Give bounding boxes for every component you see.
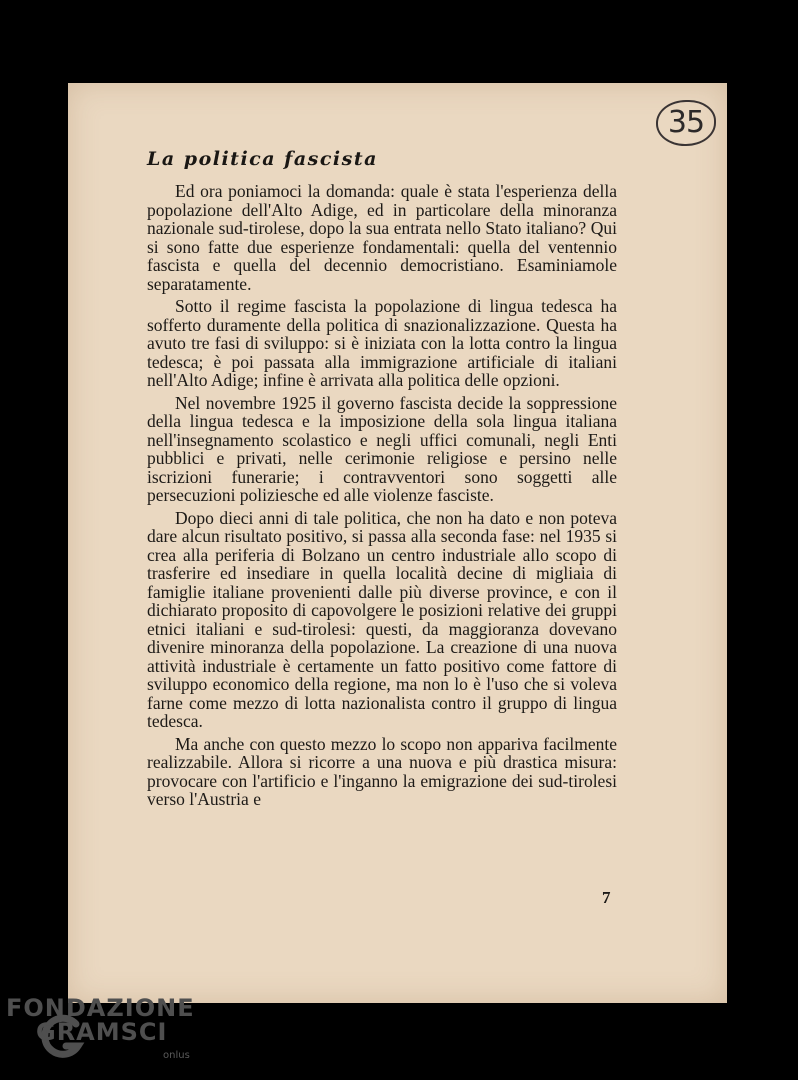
handwritten-page-annotation: 35 xyxy=(656,100,716,146)
paragraph: Ma anche con questo mezzo lo scopo non appariva facilmente realizzabile. Allora si ricorre a una nuova e più drastica misura: provocare con l'artificio e l'inganno la emigrazione dei sud-tirolesi verso l'Austria e xyxy=(147,733,617,809)
page-number: 7 xyxy=(602,888,611,907)
paragraph: Dopo dieci anni di tale politica, che non ha dato e non poteva dare alcun risultato positivo, si passa alla seconda fase: nel 1935 si crea alla periferia di Bolzano un centro industriale allo scopo di trasferire ed insediare in quella località decine di migliaia di famiglie italiane provenienti dalle più diverse province, e con il dichiarato proposito di capovolgere le posizioni relative dei gruppi etnici italiani e sud-tirolesi: questi, da maggioranza dovevano divenire minoranza della popolazione. La creazione di una nuova attività industriale è certamente un fatto positivo come fattore di sviluppo economico della regione, ma non lo è l'uso che si voleva farne come mezzo di lotta nazionalista contro il gruppo di lingua tedesca. xyxy=(147,507,617,731)
paragraph: Nel novembre 1925 il governo fascista decide la soppressione della lingua tedesca e la imposizione della sola lingua italiana nell'insegnamento scolastico e negli uffici comunali, negli Enti pubblici e privati, nelle cerimonie religiose e persino nelle iscrizioni funerarie; i contravventori sono soggetti alle persecuzioni poliziesche ed alle violenze fasciste. xyxy=(147,392,617,505)
watermark-sub: onlus xyxy=(163,1050,190,1061)
fondazione-gramsci-watermark xyxy=(0,994,200,1064)
paragraph: Sotto il regime fascista la popolazione di lingua tedesca ha sofferto duramente della politica di snazionalizzazione. Questa ha avuto tre fasi di sviluppo: si è iniziata con la lotta contro la lingua tedesca; è poi passata alla immigrazione artificiale di italiani nell'Alto Adige; infine è arrivata alla politica delle opzioni. xyxy=(147,296,617,390)
watermark-line2: GRAMSCI xyxy=(36,1018,168,1046)
section-heading: La politica fascista xyxy=(147,148,378,170)
watermark-line1: FONDAZIONE xyxy=(6,994,195,1022)
paragraph: Ed ora poniamoci la domanda: quale è stata l'esperienza della popolazione dell'Alto Adige, ed in particolare della minoranza nazionale sud-tirolese, dopo la sua entrata nello Stato italiano? Qui si sono fatte due esperienze fondamentali: quella del ventennio fascista e quella del decennio democristiano. Esaminiamole separatamente. xyxy=(147,181,617,294)
article-body xyxy=(147,182,617,813)
